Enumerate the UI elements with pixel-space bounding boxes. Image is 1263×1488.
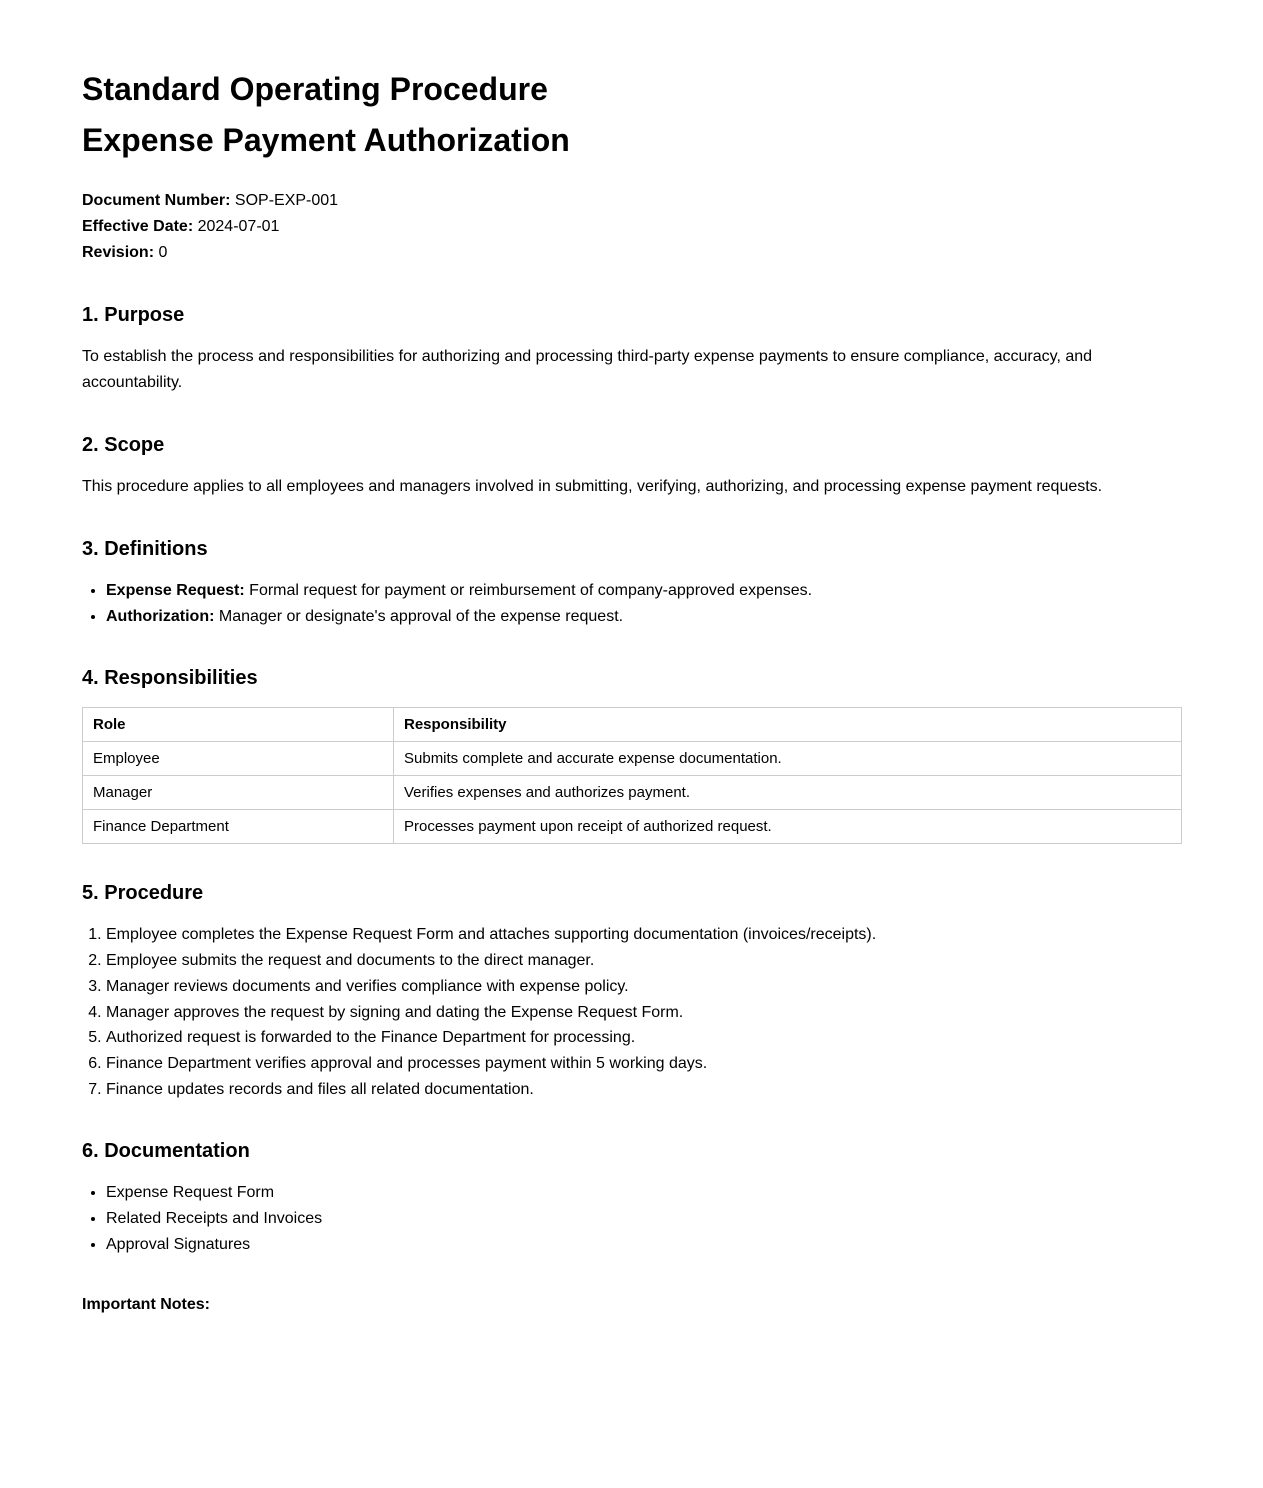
procedure-step: 6. Finance Department verifies approval and processes payment within 5 working days. xyxy=(106,1051,1182,1077)
definition-item xyxy=(106,578,1182,604)
procedure-step: 7. Finance updates records and files all related documentation. xyxy=(106,1077,1182,1103)
scope-section xyxy=(82,432,1182,500)
documentation-section xyxy=(82,1138,1182,1257)
responsibilities-table xyxy=(82,707,1182,844)
table-cell-role: Finance Department xyxy=(83,810,394,844)
responsibilities-table-wrapper xyxy=(82,707,1182,844)
effective-date-value: 2024-07-01 xyxy=(197,218,280,235)
table-row xyxy=(83,810,1182,844)
table-header-row xyxy=(83,708,1182,742)
table-row xyxy=(83,742,1182,776)
documentation-list xyxy=(82,1180,1182,1257)
definition-term: Expense Request: xyxy=(106,582,245,599)
document-title xyxy=(82,64,1182,166)
procedure-step: 2. Employee submits the request and documents to the direct manager. xyxy=(106,948,1182,974)
effective-date-row xyxy=(82,214,1182,240)
documentation-item: • Related Receipts and Invoices xyxy=(106,1206,1182,1232)
procedure-step: 3. Manager reviews documents and verifies compliance with expense policy. xyxy=(106,974,1182,1000)
procedure-heading: 5. Procedure xyxy=(82,882,204,905)
definition-item xyxy=(106,604,1182,630)
procedure-step: 1. Employee completes the Expense Request Form and attaches supporting documentation (invoices/receipts). xyxy=(106,922,1182,948)
table-cell-responsibility: Submits complete and accurate expense documentation. xyxy=(394,742,1182,776)
documentation-item: • Approval Signatures xyxy=(106,1232,1182,1258)
document-number-row xyxy=(82,188,1182,214)
documentation-heading: 6. Documentation xyxy=(82,1140,250,1163)
procedure-step: 5. Authorized request is forwarded to the Finance Department for processing. xyxy=(106,1025,1182,1051)
document-number-label: Document Number: xyxy=(82,192,231,209)
column-header-responsibility: Responsibility xyxy=(394,708,1182,742)
definitions-section xyxy=(82,536,1182,629)
responsibilities-heading: 4. Responsibilities xyxy=(82,667,258,690)
document-metadata xyxy=(82,188,1182,266)
definition-term: Authorization: xyxy=(106,607,215,625)
important-notes-heading: Important Notes: xyxy=(82,1296,210,1314)
title-line-2: Expense Payment Authorization xyxy=(82,122,570,158)
document-number-value: SOP-EXP-001 xyxy=(234,192,339,209)
table-cell-responsibility: Processes payment upon receipt of authorized request. xyxy=(394,810,1182,844)
procedure-section xyxy=(82,880,1182,1102)
purpose-text: To establish the process and responsibilities for authorizing and processing third-party expense payments to ensure compliance, accuracy, and accountability. xyxy=(82,348,1093,391)
effective-date-label: Effective Date: xyxy=(82,218,194,235)
definition-text: Manager or designate's approval of the expense request. xyxy=(218,607,624,625)
table-cell-role: Employee xyxy=(83,742,394,776)
definitions-list xyxy=(82,578,1182,629)
procedure-steps xyxy=(82,922,1182,1102)
documentation-item: • Expense Request Form xyxy=(106,1180,1182,1206)
table-cell-role: Manager xyxy=(83,776,394,810)
scope-heading: 2. Scope xyxy=(82,434,165,456)
revision-label: Revision: xyxy=(82,244,155,261)
procedure-step: 4. Manager approves the request by signing and dating the Expense Request Form. xyxy=(106,1000,1182,1026)
table-cell-responsibility: Verifies expenses and authorizes payment. xyxy=(394,776,1182,810)
table-row xyxy=(83,776,1182,810)
definition-text: Formal request for payment or reimbursement of company-approved expenses. xyxy=(249,582,813,599)
scope-text: This procedure applies to all employees and managers involved in submitting, verifying, authorizing, and processing expense payment requests. xyxy=(82,478,1103,495)
purpose-heading: 1. Purpose xyxy=(82,304,185,326)
title-line-1: Standard Operating Procedure xyxy=(82,71,548,107)
definitions-heading: 3. Definitions xyxy=(82,538,208,560)
document-body xyxy=(82,64,1182,1314)
revision-row xyxy=(82,240,1182,266)
column-header-role: Role xyxy=(83,708,394,742)
revision-value: 0 xyxy=(158,244,168,261)
responsibilities-section xyxy=(82,665,1182,844)
purpose-section xyxy=(82,302,1182,396)
